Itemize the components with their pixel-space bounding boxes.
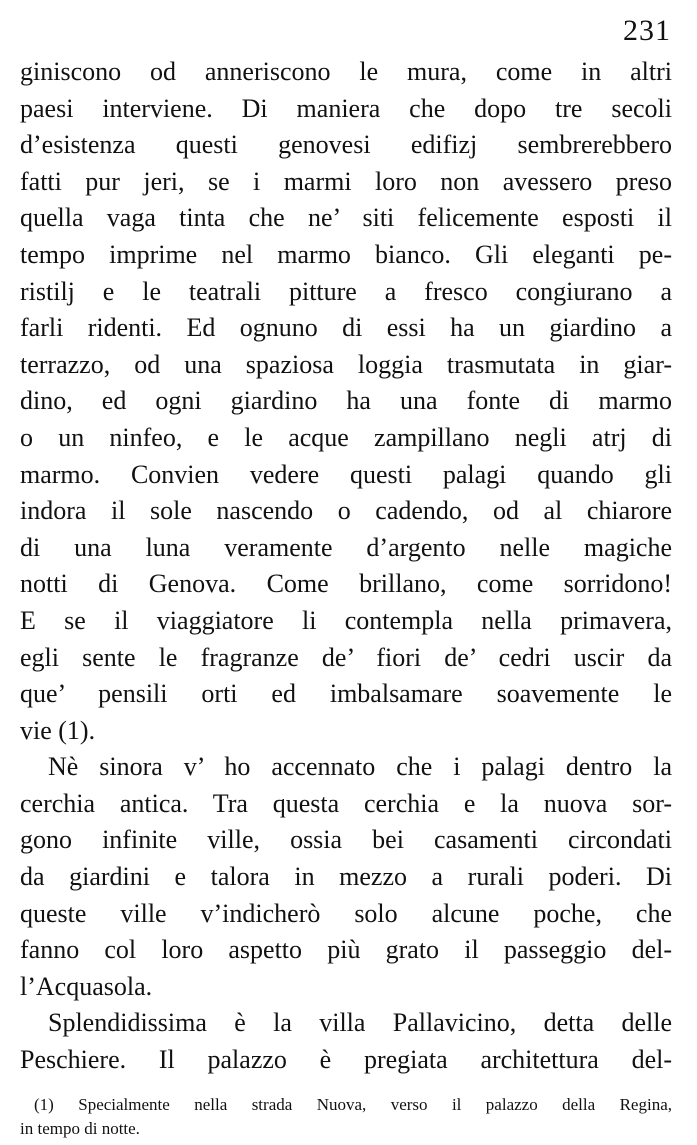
text-line: Nè sinora v’ ho accennato che i palagi dentro la (48, 752, 672, 782)
text-line: Splendidissima è la villa Pallavicino, detta delle (48, 1008, 672, 1038)
text-line: da giardini e talora in mezzo a rurali poderi. Di (20, 862, 672, 892)
text-line: marmo. Convien vedere questi palagi quando gli (20, 459, 672, 489)
text-line: giniscono od anneriscono le mura, come in altri (20, 57, 672, 86)
text-line: que’ pensili orti ed imbalsamare soavemente le (20, 679, 672, 709)
text-line: l’Acquasola. (20, 971, 153, 1001)
text-line: quella vaga tinta che ne’ siti felicemente esposti il (20, 203, 672, 233)
text-line: tempo imprime nel marmo bianco. Gli eleganti pe- (20, 239, 672, 269)
footnote-line: in tempo di notte. (20, 1119, 140, 1138)
text-line: fatti pur jeri, se i marmi loro non avessero preso (20, 166, 672, 196)
footnote-line: (1) Specialmente nella strada Nuova, verso il palazzo della Regina, (34, 1095, 672, 1114)
text-line: terrazzo, od una spaziosa loggia trasmutata in giar- (20, 349, 672, 379)
text-line: ristilj e le teatrali pitture a fresco congiurano a (20, 276, 672, 306)
text-line: cerchia antica. Tra questa cerchia e la nuova sor- (20, 788, 672, 818)
text-line: di una luna veramente d’argento nelle magiche (20, 532, 672, 562)
text-line: E se il viaggiatore li contempla nella primavera, (20, 605, 672, 635)
text-line: notti di Genova. Come brillano, come sorridono! (20, 569, 672, 599)
text-line: farli ridenti. Ed ognuno di essi ha un giardino a (20, 313, 672, 343)
text-line: fanno col loro aspetto più grato il passeggio del- (20, 935, 672, 965)
body-text (20, 54, 672, 1079)
footnote (20, 1093, 672, 1141)
text-line: vie (1). (20, 715, 96, 745)
text-line: paesi interviene. Di maniera che dopo tre secoli (20, 93, 672, 123)
text-line: egli sente le fragranze de’ fiori de’ cedri uscir da (20, 642, 672, 672)
page-number: 231 (623, 14, 671, 47)
text-line: gono infinite ville, ossia bei casamenti circondati (20, 825, 672, 855)
text-line: Peschiere. Il palazzo è pregiata architettura del- (20, 1045, 672, 1075)
text-line: d’esistenza questi genovesi edifizj sembrerebbero (20, 130, 672, 160)
text-line: dino, ed ogni giardino ha una fonte di marmo (20, 386, 672, 416)
text-line: indora il sole nascendo o cadendo, od al chiarore (20, 496, 672, 526)
text-line: queste ville v’indicherò solo alcune poche, che (20, 898, 672, 928)
text-line: o un ninfeo, e le acque zampillano negli atrj di (20, 422, 672, 452)
